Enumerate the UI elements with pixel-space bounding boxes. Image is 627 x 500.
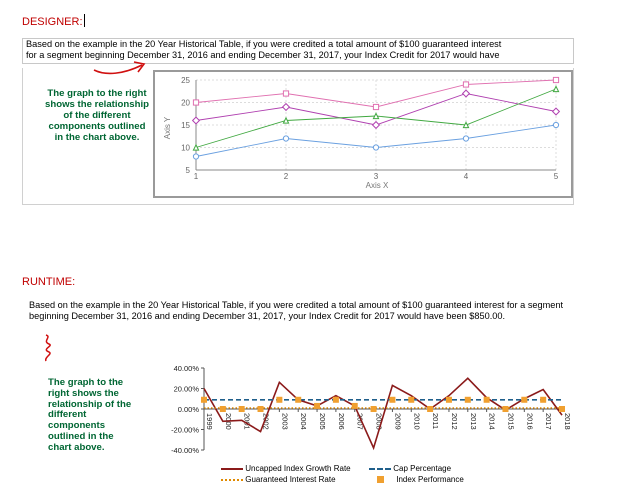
data-point-series-purple bbox=[193, 117, 200, 124]
runtime-note: The graph to the right shows the relationship of the different components outlined in the chart above. bbox=[48, 377, 132, 453]
x-tick-label: 2016 bbox=[525, 413, 535, 430]
data-point-series-pink bbox=[373, 104, 378, 109]
x-tick-label: 2001 bbox=[242, 413, 252, 430]
legend-item-guaranteed: Guaranteed Interest Rate bbox=[221, 475, 336, 484]
x-tick-label: 2006 bbox=[336, 413, 346, 430]
data-point-index-performance bbox=[239, 406, 245, 412]
y-tick-label: 15 bbox=[181, 121, 190, 130]
data-point-index-performance bbox=[258, 406, 264, 412]
data-point-series-pink bbox=[193, 100, 198, 105]
data-point-series-blue bbox=[193, 154, 198, 159]
x-tick-label: 2007 bbox=[355, 413, 365, 430]
data-point-series-green bbox=[193, 145, 198, 150]
y-tick-label: -20.00% bbox=[171, 425, 199, 435]
legend-item-uncapped: Uncapped Index Growth Rate bbox=[221, 464, 351, 473]
data-point-index-performance bbox=[220, 406, 226, 412]
data-point-index-performance bbox=[427, 406, 433, 412]
data-point-series-purple bbox=[463, 90, 470, 97]
legend-swatch-guaranteed bbox=[221, 479, 243, 481]
y-tick-label: 10 bbox=[181, 143, 190, 153]
data-point-series-green bbox=[283, 118, 288, 123]
y-tick-label: 0.00% bbox=[177, 405, 199, 414]
runtime-label: RUNTIME: bbox=[22, 276, 76, 288]
designer-label: DESIGNER: bbox=[22, 16, 83, 28]
legend-swatch-uncapped bbox=[221, 468, 243, 470]
data-point-index-performance bbox=[314, 403, 320, 409]
runtime-legend bbox=[221, 464, 561, 488]
data-point-index-performance bbox=[484, 397, 490, 403]
data-point-series-pink bbox=[463, 82, 468, 87]
y-axis-label: Axis Y bbox=[163, 116, 172, 140]
y-tick-label: 25 bbox=[181, 76, 190, 85]
data-point-index-performance bbox=[389, 397, 395, 403]
data-point-index-performance bbox=[521, 397, 527, 403]
x-tick-label: 1 bbox=[193, 172, 199, 181]
annotation-squiggle-icon bbox=[38, 333, 58, 363]
y-tick-label: -40.00% bbox=[171, 446, 199, 455]
data-point-index-performance bbox=[408, 397, 414, 403]
x-tick-label: 2013 bbox=[468, 413, 478, 430]
runtime-chart bbox=[156, 360, 576, 460]
data-point-series-blue bbox=[373, 145, 378, 150]
designer-chart bbox=[156, 72, 570, 196]
x-tick-label: 2009 bbox=[393, 413, 403, 430]
x-tick-label: 2008 bbox=[374, 413, 384, 430]
legend-swatch-performance bbox=[377, 476, 384, 483]
data-point-series-blue bbox=[463, 136, 468, 141]
x-tick-label: 2011 bbox=[431, 413, 441, 430]
data-point-series-blue bbox=[283, 136, 288, 141]
data-point-index-performance bbox=[295, 397, 301, 403]
x-tick-label: 5 bbox=[553, 172, 559, 181]
x-tick-label: 2 bbox=[283, 172, 289, 181]
x-tick-label: 2010 bbox=[412, 413, 422, 430]
y-tick-label: 20 bbox=[181, 98, 190, 108]
legend-item-performance: Index Performance bbox=[369, 475, 464, 484]
x-tick-label: 2017 bbox=[544, 413, 554, 430]
data-point-series-blue bbox=[553, 122, 558, 127]
data-point-index-performance bbox=[371, 406, 377, 412]
x-tick-label: 2002 bbox=[261, 413, 271, 430]
y-tick-label: 5 bbox=[185, 166, 190, 175]
designer-paragraph: Based on the example in the 20 Year Historical Table, if you were credited a total amount of $100 guaranteed interest for a segment beginning December 31, 2016 and ending December 31, 2017, your Index Credit for 2017 would have bbox=[26, 39, 502, 60]
data-point-series-purple bbox=[283, 104, 290, 111]
designer-note: The graph to the right shows the relationship of the different components outlined in the chart above. bbox=[45, 88, 149, 143]
x-tick-label: 2018 bbox=[563, 413, 572, 430]
y-tick-label: 40.00% bbox=[173, 364, 199, 373]
data-point-index-performance bbox=[333, 397, 339, 403]
data-point-index-performance bbox=[465, 397, 471, 403]
x-tick-label: 2014 bbox=[487, 413, 497, 430]
x-tick-label: 2004 bbox=[299, 413, 309, 430]
data-point-series-green bbox=[553, 86, 558, 91]
data-point-series-pink bbox=[283, 91, 288, 96]
data-point-series-purple bbox=[373, 122, 380, 129]
x-tick-label: 4 bbox=[463, 172, 469, 181]
legend-item-cap: Cap Percentage bbox=[369, 464, 451, 473]
data-point-index-performance bbox=[201, 397, 207, 403]
data-point-series-purple bbox=[553, 108, 560, 115]
data-point-index-performance bbox=[446, 397, 452, 403]
runtime-paragraph: Based on the example in the 20 Year Historical Table, if you were credited a total amount of $100 guaranteed interest for a segment beginning December 31, 2016 and ending December 31, 2017, your Index Credit for 2017 would have been $850.00. bbox=[29, 300, 564, 321]
data-point-index-performance bbox=[540, 397, 546, 403]
x-tick-label: 2012 bbox=[449, 413, 459, 430]
y-tick-label: 20.00% bbox=[173, 384, 199, 394]
data-point-series-green bbox=[463, 122, 468, 127]
data-point-index-performance bbox=[502, 406, 508, 412]
data-point-index-performance bbox=[559, 406, 565, 412]
data-point-series-pink bbox=[553, 77, 558, 82]
text-cursor bbox=[84, 14, 85, 27]
x-tick-label: 2003 bbox=[280, 413, 290, 430]
x-tick-label: 2005 bbox=[318, 413, 328, 430]
x-tick-label: 2000 bbox=[223, 413, 233, 430]
data-point-series-green bbox=[373, 113, 378, 118]
data-point-index-performance bbox=[352, 403, 358, 409]
x-tick-label: 1999 bbox=[205, 413, 214, 430]
legend-swatch-cap bbox=[369, 468, 391, 470]
x-axis-label: Axis X bbox=[365, 181, 389, 190]
x-tick-label: 2015 bbox=[506, 413, 516, 430]
data-point-index-performance bbox=[276, 397, 282, 403]
x-tick-label: 3 bbox=[373, 172, 379, 181]
